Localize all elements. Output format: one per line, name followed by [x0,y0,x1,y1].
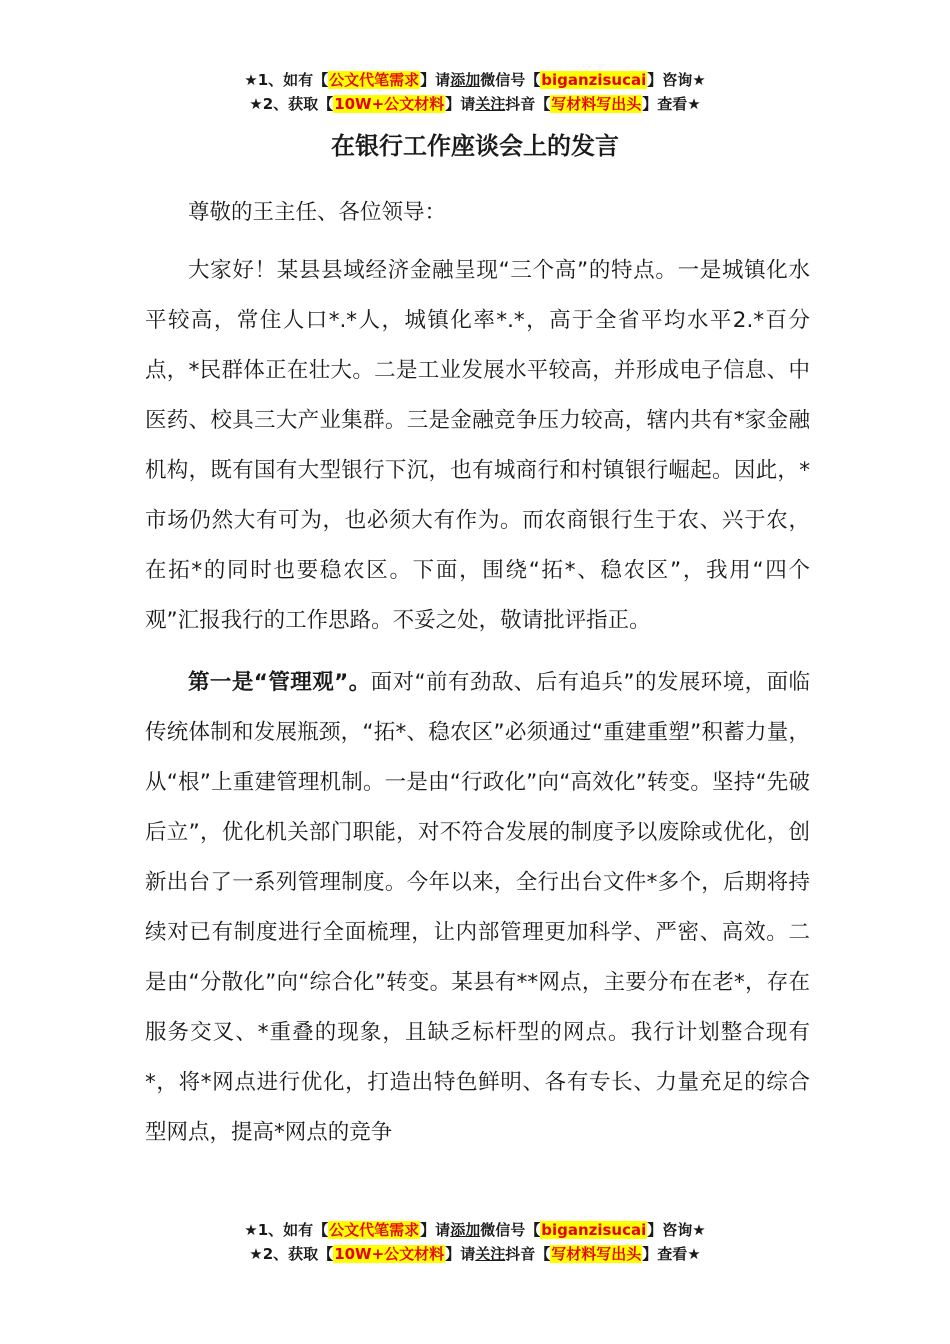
promo-highlight: 10W+公文材料 [334,1245,445,1263]
document-body [145,188,810,1158]
promo-highlight: 公文代笔需求 [329,71,420,89]
promo-line-1 [0,1218,950,1242]
promo-text: ★1、如有【 [244,1221,329,1239]
promo-text: ★2、获取【 [249,95,334,113]
promo-text: 抖音【 [505,95,551,113]
salutation: 尊敬的王主任、各位领导： [188,200,447,225]
promo-line-2 [0,1242,950,1266]
promo-wechat-id: biganzisucai [541,1221,647,1239]
paragraph-body-text: 面对“前有劲敌、后有追兵”的发展环境，面临传统体制和发展瓶颈，“拓*、稳农区”必须通过“重建重塑”积蓄力量，从“根”上重建管理机制。一是由“行政化”向“高效化”转变。坚持“先破后立”，优化机关部门职能，对不符合发展的制度予以废除或优化，创新出台了一系列管理制度。今年以来，全行出台文件*多个，后期将持续对已有制度进行全面梳理，让内部管理更加科学、严密、高效。二是由“分散化”向“综合化”转变。某县有**网点，主要分布在老*，存在服务交叉、*重叠的现象，且缺乏标杆型的网点。我行计划整合现有*，将*网点进行优化，打造出特色鲜明、各有专长、力量充足的综合型网点，提高*网点的竞争 [145,670,811,1145]
paragraph-intro: 大家好！某县县域经济金融呈现“三个高”的特点。一是城镇化水平较高，常住人口*.*人，城镇化率*.*，高于全省平均水平2.*百分点，*民群体正在壮大。二是工业发展水平较高，并形成电子信息、中医药、校具三大产业集群。三是金融竞争压力较高，辖内共有*家金融机构，既有国有大型银行下沉，也有城商行和村镇银行崛起。因此，*市场仍然大有可为，也必须大有作为。而农商银行生于农、兴于农，在拓*的同时也要稳农区。下面，围绕“拓*、稳农区”，我用“四个观”汇报我行的工作思路。不妥之处，敬请批评指正。 [145,258,810,633]
promo-text: 微信号【 [480,71,541,89]
bottom-promo-banner [0,1218,950,1266]
promo-text: ★2、获取【 [249,1245,334,1263]
promo-douyin-id: 写材料写出头 [551,1245,642,1263]
promo-highlight: 公文代笔需求 [329,1221,420,1239]
promo-line-1 [0,68,950,92]
promo-text: 】请 [420,1221,451,1239]
promo-text: 】请 [445,95,476,113]
promo-text: 微信号【 [480,1221,541,1239]
promo-douyin-id: 写材料写出头 [551,95,642,113]
top-promo-banner [0,68,950,116]
promo-text: 】咨询★ [647,1221,706,1239]
promo-highlight: 10W+公文材料 [334,95,445,113]
promo-underlined-text: 添加 [450,1221,481,1239]
promo-text: 】查看★ [642,1245,701,1263]
promo-underlined-text: 添加 [450,71,481,89]
promo-text: 】咨询★ [647,71,706,89]
promo-text: 】查看★ [642,95,701,113]
document-title: 在银行工作座谈会上的发言 [331,132,619,160]
promo-underlined-text: 关注 [475,1245,506,1263]
promo-wechat-id: biganzisucai [541,71,647,89]
promo-underlined-text: 关注 [475,95,506,113]
paragraph-lead-heading: 第一是“管理观”。 [188,670,371,695]
promo-text: 】请 [445,1245,476,1263]
paragraph-management-view [145,658,810,1158]
promo-text: 抖音【 [505,1245,551,1263]
promo-line-2 [0,92,950,116]
promo-text: 】请 [420,71,451,89]
promo-text: ★1、如有【 [244,71,329,89]
